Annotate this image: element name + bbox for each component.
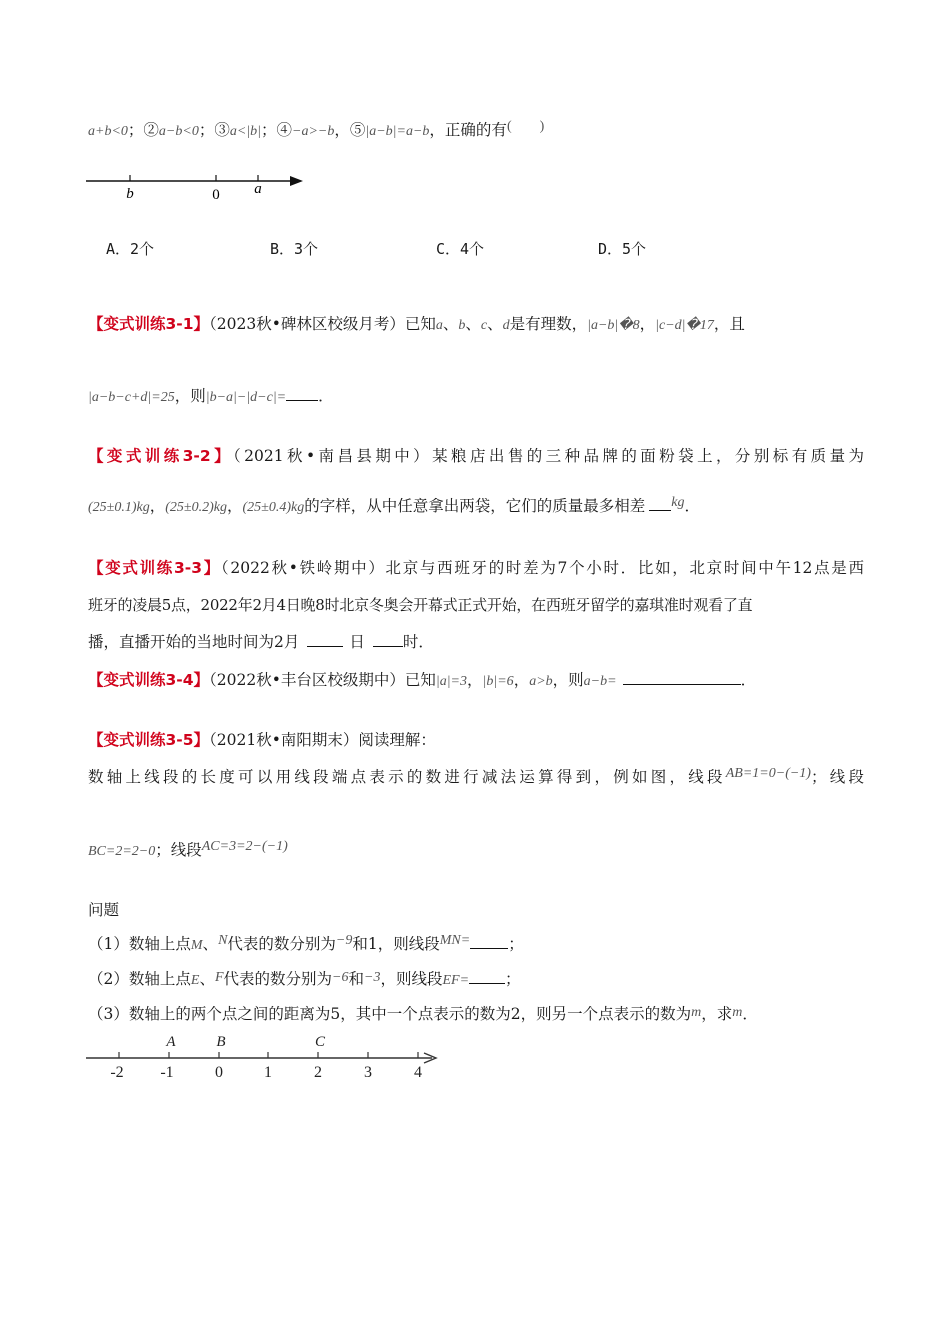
condition-2: |c−d|�17 — [655, 318, 714, 333]
condition-1: |a−b|�8 — [587, 318, 640, 333]
hour-blank[interactable] — [373, 632, 403, 647]
question-top-statements: a+b<0；②a−b<0；③a<|b|；④−a>−b，⑤|a−b|=a−b，正确的有( ) — [88, 119, 545, 139]
problem-heading: 问题 — [88, 901, 120, 919]
option-d[interactable]: D．5个 — [598, 240, 647, 258]
exercise-3-3-line3: 播，直播开始的当地时间为2月 日 时． — [88, 633, 434, 651]
exercise-3-4: 【变式训练3-4】（2022秋•丰台区校级期中）已知|a|=3，|b|=6，a>b，则a−b= ． — [88, 671, 757, 689]
exercise-3-3-line2: 班牙的凌晨5点，2022年2月4日晚8时北京冬奥会开幕式正式开始，在西班牙留学的嘉琪准时观看了直 — [88, 596, 753, 614]
tick-label: 3 — [364, 1064, 372, 1081]
exercise-3-3-line1: 【变式训练3-3】（2022秋•铁岭期中）北京与西班牙的时差为7个小时．比如，北京时间中午12点是西 — [88, 559, 864, 577]
exercise-3-1-line1: 【变式训练3-1】（2023秋•碑林区校级月考）已知a、b、c、d是有理数，|a−b|�8，|c−d|�17，且 — [88, 315, 745, 333]
nl-label-b: b — [126, 186, 134, 202]
tick-label: 1 — [264, 1064, 272, 1081]
point-label-b: B — [216, 1034, 226, 1050]
tick-label: 4 — [414, 1064, 422, 1081]
answer-blank[interactable] — [286, 386, 318, 401]
exercise-3-5-line3: BC=2=2−0；线段AC=3=2−(−1) — [88, 839, 288, 859]
exercise-3-5-line1: 【变式训练3-5】（2021秋•南阳期末）阅读理解： — [88, 731, 436, 749]
option-a[interactable]: A．2个 — [106, 240, 155, 258]
statement-1: a+b<0 — [88, 124, 128, 139]
mass-label-3: (25±0.4)kg — [242, 500, 305, 515]
point-label-c: C — [314, 1034, 326, 1050]
exercise-tag: 【变式训练3-1】 — [88, 315, 210, 333]
problem-2: （2）数轴上点E、F代表的数分别为−6和−3，则线段EF= ； — [88, 970, 521, 988]
day-blank[interactable] — [307, 632, 343, 647]
statement-2: a−b<0 — [158, 124, 199, 139]
tick-label: -1 — [160, 1064, 174, 1081]
number-line-abc — [86, 168, 306, 204]
point-label-a: A — [166, 1034, 176, 1050]
mass-label-1: (25±0.1)kg — [88, 500, 150, 515]
condition-3: |a−b−c+d|=25 — [88, 390, 175, 405]
answer-blank[interactable] — [470, 934, 508, 949]
exercise-tag: 【变式训练3-4】 — [88, 671, 210, 689]
exercise-tag: 【变式训练3-2】 — [88, 447, 233, 465]
mass-label-2: (25±0.2)kg — [165, 500, 227, 515]
exercise-tag: 【变式训练3-5】 — [88, 731, 210, 749]
exercise-3-5-line2: 数轴上线段的长度可以用线段端点表示的数进行减法运算得到，例如图，线段AB=1=0−(−1)；线段 — [88, 766, 864, 786]
tick-label: 2 — [314, 1064, 322, 1081]
exercise-3-2-line1: 【变式训练3-2】（2021秋•南昌县期中）某粮店出售的三种品牌的面粉袋上，分别标有质量为 — [88, 447, 864, 465]
problem-3: （3）数轴上的两个点之间的距离为5，其中一个点表示的数为2，则另一个点表示的数为m，求m． — [88, 1005, 758, 1023]
nl-label-a: a — [254, 181, 262, 197]
answer-blank[interactable] — [469, 969, 505, 984]
exercise-tag: 【变式训练3-3】 — [88, 559, 221, 577]
option-c[interactable]: C．4个 — [436, 240, 485, 258]
statement-5: |a−b|=a−b — [365, 124, 430, 139]
option-b[interactable]: B．3个 — [270, 240, 319, 258]
answer-blank[interactable] — [649, 496, 671, 511]
exercise-3-1-line2: |a−b−c+d|=25，则|b−a|−|d−c|= ． — [88, 387, 334, 405]
problem-1: （1）数轴上点M、N代表的数分别为−9和1，则线段MN= ； — [88, 933, 524, 953]
nl-label-0: 0 — [212, 187, 220, 203]
answer-blank[interactable] — [623, 670, 741, 685]
tick-label: 0 — [215, 1064, 223, 1081]
answer-paren: ( ) — [506, 119, 545, 134]
statement-4: −a>−b — [292, 124, 335, 139]
number-line-segments — [86, 1030, 446, 1086]
statement-3: a<|b| — [229, 124, 261, 139]
exercise-3-2-line2: (25±0.1)kg，(25±0.2)kg，(25±0.4)kg的字样，从中任意拿出两袋，它们的质量最多相差 kg． — [88, 495, 700, 515]
tick-label: -2 — [110, 1064, 124, 1081]
